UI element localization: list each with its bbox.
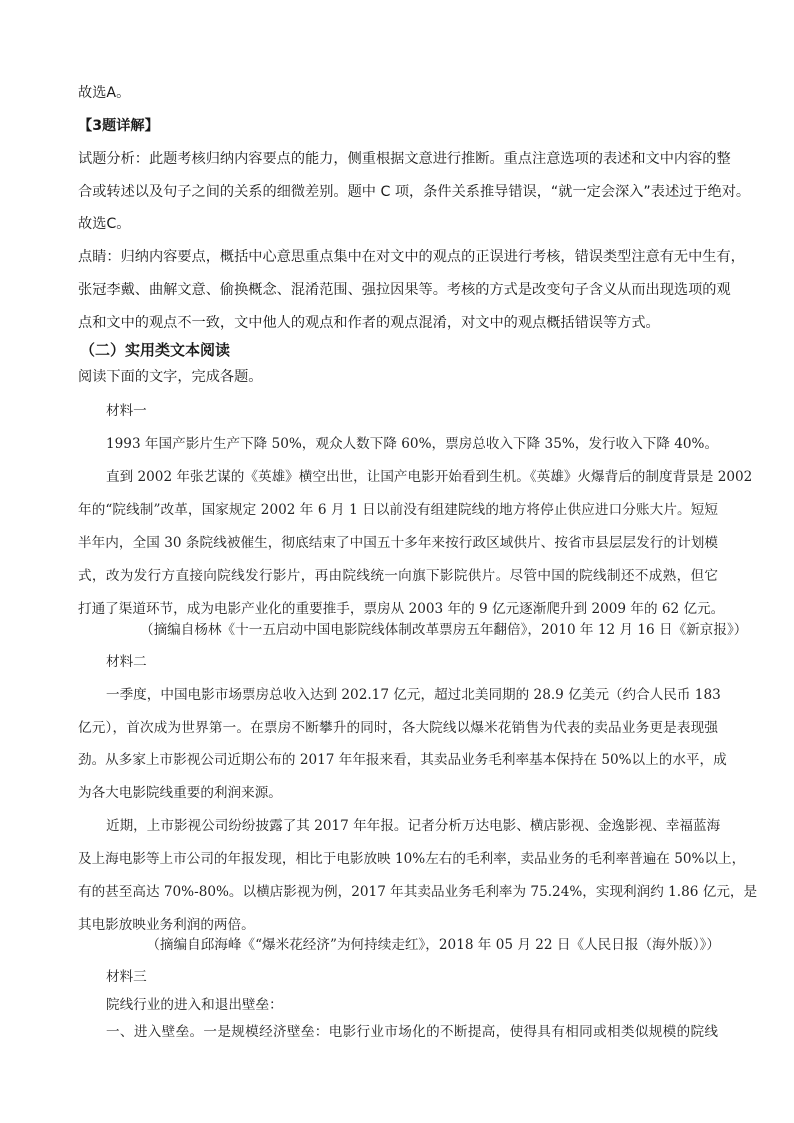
material-paragraph-line: 及上海电影等上市公司的年报发现，相比于电影放映 10%左右的毛利率，卖品业务的毛利率普遍在 50%以上，	[78, 851, 746, 867]
material-paragraph-line: 打通了渠道环节，成为电影产业化的重要推手，票房从 2003 年的 9 亿元逐渐爬升到 2009 年的 62 亿元。	[78, 601, 725, 617]
material-title: 材料二	[106, 654, 147, 670]
answer-line: 故选A。	[78, 85, 131, 101]
material-paragraph-line: 为各大电影院线重要的利润来源。	[78, 785, 282, 801]
material-paragraph-line: 亿元），首次成为世界第一。在票房不断攀升的同时，各大院线以爆米花销售为代表的卖品业务更是表现强	[78, 720, 718, 736]
source-citation: （摘编自邱海峰《“爆米花经济”为何持续走红》，2018 年 05 月 22 日《人民日报（海外版）》）	[146, 937, 720, 953]
source-citation: （摘编自杨林《十一五启动中国电影院线体制改革票房五年翻倍》，2010 年 12 月 16 日《新京报》）	[140, 622, 748, 638]
comment-line: 张冠李戴、曲解文意、偷换概念、混淆范围、强拉因果等。考核的方式是改变句子含义从而出现选项的观	[78, 282, 731, 298]
material-paragraph-line: 近期，上市影视公司纷纷披露了其 2017 年年报。记者分析万达电影、横店影视、金逸影视、幸福蓝海	[106, 818, 721, 834]
material-title: 材料一	[106, 403, 147, 419]
material-paragraph-line: 劲。从多家上市影视公司近期公布的 2017 年年报来看，其卖品业务毛利率基本保持在 50%以上的水平，成	[78, 752, 727, 768]
comment-line: 点和文中的观点不一致，文中他人的观点和作者的观点混淆，对文中的观点概括错误等方式。	[78, 315, 660, 331]
material-paragraph-line: 式，改为发行方直接向院线发行影片，再由院线统一向旗下影院供片。尽管中国的院线制还不成熟，但它	[78, 568, 718, 584]
material-paragraph-line: 一季度，中国电影市场票房总收入达到 202.17 亿元，超过北美同期的 28.9 亿美元（约合人民币 183	[106, 687, 721, 703]
comment-line: 点睛：归纳内容要点，概括中心意思重点集中在对文中的观点的正误进行考核，错误类型注意有无中生有，	[78, 249, 745, 265]
material-paragraph-line: 直到 2002 年张艺谋的《英雄》横空出世，让国产电影开始看到生机。《英雄》火爆背后的制度背景是 2002	[106, 469, 753, 485]
material-title: 材料三	[106, 969, 147, 985]
material-paragraph-line: 有的甚至高达 70%-80%。以横店影视为例，2017 年其卖品业务毛利率为 75.24%，实现利润约 1.86 亿元，是	[78, 884, 758, 900]
section-heading: （二）实用类文本阅读	[80, 341, 231, 359]
section-label: 【3题详解】	[78, 118, 159, 134]
material-paragraph-line: 半年内，全国 30 条院线被催生，彻底结束了中国五十多年来按行政区域供片、按省市县层层发行的计划模	[78, 535, 718, 551]
answer-line: 故选C。	[78, 216, 131, 232]
material-paragraph-line: 一、进入壁垒。一是规模经济壁垒：电影行业市场化的不断提高，使得具有相同或相类似规模的院线	[106, 1024, 718, 1040]
material-paragraph-line: 院线行业的进入和退出壁垒：	[106, 997, 283, 1013]
analysis-line: 合或转述以及句子之间的关系的细微差别。题中 C 项，条件关系推导错误，“就一定会深入”表述过于绝对。	[78, 184, 751, 200]
material-paragraph-line: 1993 年国产影片生产下降 50%，观众人数下降 60%，票房总收入下降 35%，发行收入下降 40%。	[106, 436, 719, 452]
material-paragraph-line: 年的“院线制”改革，国家规定 2002 年 6 月 1 日以前没有组建院线的地方将停止供应进口分账大片。短短	[78, 502, 718, 518]
material-paragraph-line: 其电影放映业务利润的两倍。	[78, 917, 255, 933]
instruction-line: 阅读下面的文字，完成各题。	[78, 369, 263, 385]
analysis-line: 试题分析：此题考核归纳内容要点的能力，侧重根据文意进行推断。重点注意选项的表述和文中内容的整	[78, 151, 731, 167]
